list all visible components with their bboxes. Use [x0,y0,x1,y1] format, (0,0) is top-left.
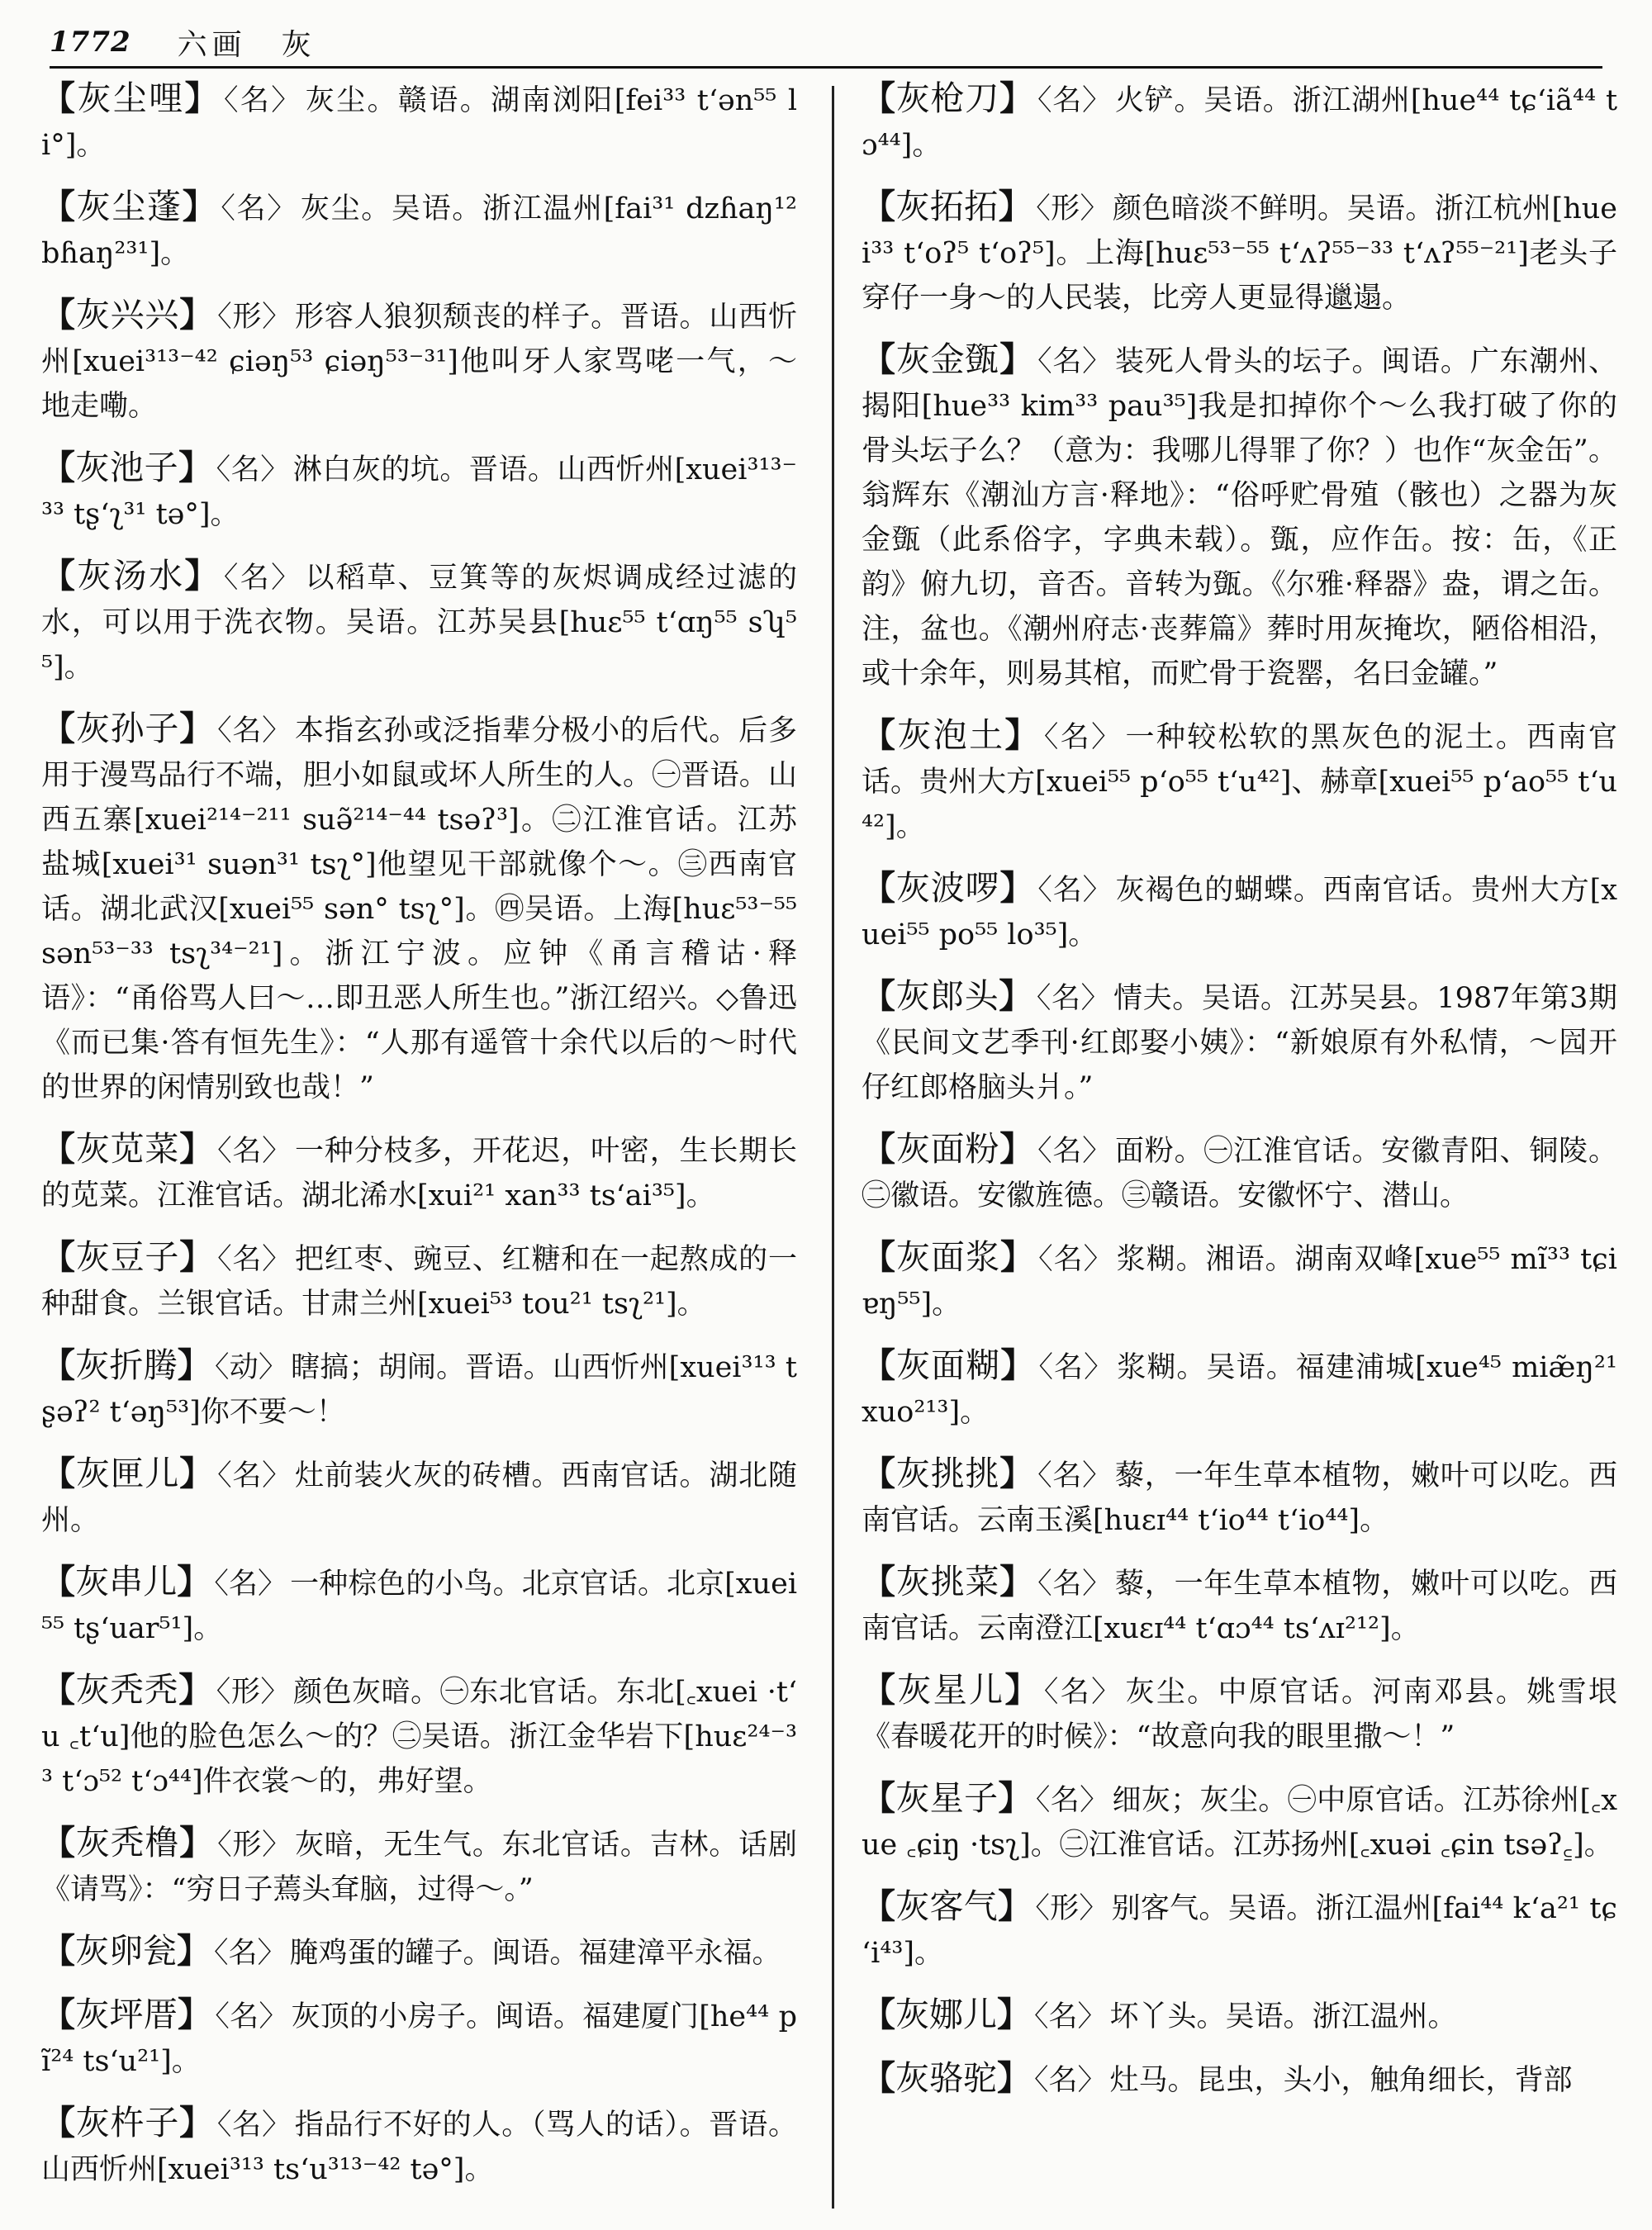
dictionary-entry [41,1559,797,1651]
entry-definition: 藜，一年生草本植物，嫩叶可以吃。西南官话。云南澄江[xuɛɪ⁴⁴ tʻɑɔ⁴⁴ tsʻʌɪ²¹²]。 [862,1568,1617,1645]
entry-definition: 一种分枝多，开花迟，叶密，生长期长的苋菜。江淮官话。湖北浠水[xui²¹ xan³³ tsʻai³⁵]。 [41,1135,797,1212]
headword-text: 灰波啰 [895,868,1000,908]
entry-headword [41,1454,214,1493]
bracket-open: 【 [862,1237,897,1277]
entry-headword [862,1562,1034,1601]
bracket-close: 】 [179,1129,215,1169]
bracket-close: 】 [997,1995,1031,2034]
entry-headword [862,1670,1041,1710]
entry-definition: 以稻草、豆箕等的灰烬调成经过滤的水，可以用于洗衣物。吴语。江苏吴县[huɛ⁵⁵ tʻɑŋ⁵⁵ sʮ⁵⁵]。 [41,562,797,684]
bracket-open: 【 [41,2103,76,2142]
headword-text: 灰面糊 [896,1345,1001,1385]
headword-text: 灰面粉 [895,1129,1000,1169]
entry-definition: 瞎搞；胡闹。晋语。山西忻州[xuei³¹³ tʂəʔ² tʻəŋ⁵³]你不要～！ [41,1351,797,1429]
dictionary-entry [41,1929,797,1976]
bracket-open: 【 [862,1670,898,1710]
part-of-speech: 〈形〉 [1036,192,1109,225]
dictionary-entry [862,337,1617,696]
headword-text: 灰匣儿 [75,1454,180,1493]
entry-headword [862,1995,1031,2034]
headword-text: 灰苋菜 [75,1129,180,1169]
dictionary-entry [41,1820,797,1912]
part-of-speech: 〈名〉 [1037,1459,1112,1492]
part-of-speech: 〈名〉 [1037,345,1112,378]
dictionary-entry [41,706,797,1110]
entry-definition: 灰尘。吴语。浙江温州[fai³¹ dzɦaŋ¹² bɦaŋ²³¹]。 [41,192,797,270]
bracket-open: 【 [41,448,76,487]
bracket-close: 】 [999,1454,1035,1493]
bracket-close: 】 [179,1823,215,1862]
bracket-open: 【 [41,709,76,748]
dictionary-entry [41,184,797,276]
bracket-open: 【 [41,556,78,595]
headword-text: 灰秃橹 [75,1823,180,1862]
entry-headword [41,556,221,595]
entry-definition: 把红枣、豌豆、红糖和在一起熬成的一种甜食。兰银官话。甘肃兰州[xuei⁵³ tou²¹ tsʅ²¹]。 [41,1243,797,1321]
entry-headword [41,78,221,118]
entry-definition: 情夫。吴语。江苏吴县。1987年第3期《民间文艺季刊·红郎娶小姨》：“新娘原有外私情，～囥开仔红郎格脑头爿。” [862,982,1617,1104]
part-of-speech: 〈名〉 [1036,982,1111,1015]
entry-headword [41,448,213,487]
headword-text: 灰坪厝 [75,1995,178,2034]
bracket-open: 【 [41,1670,76,1710]
bracket-open: 【 [862,78,896,118]
headword-text: 灰兴兴 [75,295,180,334]
bracket-close: 】 [182,187,218,226]
entry-headword [862,187,1032,226]
entry-headword [41,1345,211,1385]
entry-headword [862,78,1034,118]
bracket-open: 【 [862,2058,895,2098]
dictionary-entry [862,1559,1617,1651]
headword-text: 灰枪刀 [895,78,1000,118]
page-number: 1772 [50,26,131,59]
dictionary-entry [862,1235,1617,1326]
bracket-open: 【 [862,187,896,226]
bracket-open: 【 [862,1129,896,1169]
part-of-speech: 〈名〉 [214,1937,287,1970]
dictionary-entry [41,76,797,168]
dictionary-entry [41,1343,797,1435]
headword-text: 灰卵瓮 [75,1931,177,1971]
entry-headword [862,1237,1035,1277]
headword-text: 灰郎头 [895,976,999,1016]
bracket-close: 】 [184,556,221,595]
bracket-close: 】 [177,1562,211,1601]
part-of-speech: 〈名〉 [217,1459,292,1492]
entry-headword [862,339,1034,379]
bracket-open: 【 [41,1931,75,1971]
entry-definition: 灰暗，无生气。东北官话。吉林。话剧《请骂》：“穷日子蔫头耷脑，过得～。” [41,1829,797,1906]
dictionary-entry [41,1992,797,2084]
bracket-close: 】 [999,868,1035,908]
entry-definition: 灶前装火灰的砖槽。西南官话。湖北随州。 [41,1459,797,1537]
entry-definition: 浆糊。吴语。福建浦城[xue⁴⁵ miæ̃ŋ²¹ xuo²¹³]。 [862,1351,1617,1429]
dictionary-entry [41,445,797,537]
bracket-close: 】 [1000,1237,1036,1277]
bracket-close: 】 [1004,715,1041,755]
headword-text: 灰面浆 [896,1237,1001,1277]
part-of-speech: 〈形〉 [1035,1892,1108,1925]
dictionary-entry [41,1668,797,1804]
entry-headword [41,709,214,748]
bracket-open: 【 [41,1562,76,1601]
entry-definition: 淋白灰的坑。晋语。山西忻州[xuei³¹³⁻³³ tʂʻʅ³¹ tə°]。 [41,453,797,531]
entry-headword [41,187,217,226]
dictionary-entry [41,2100,797,2192]
entry-definition: 藜，一年生草本植物，嫩叶可以吃。西南官话。云南玉溪[huɛɪ⁴⁴ tʻio⁴⁴ tʻio⁴⁴]。 [862,1459,1617,1537]
bracket-close: 】 [178,448,213,487]
headword-text: 灰泡土 [897,715,1005,755]
headword-text: 灰秃秃 [75,1670,179,1710]
dictionary-entry [862,1776,1617,1867]
entry-definition: 指品行不好的人。（骂人的话）。晋语。山西忻州[xuei³¹³ tsʻu³¹³⁻⁴² tə°]。 [41,2109,797,2186]
page-header [50,18,1602,69]
entry-headword [862,1454,1034,1493]
column-divider [832,86,834,2209]
bracket-open: 【 [862,339,896,379]
dictionary-entry [862,76,1617,168]
bracket-close: 】 [184,78,221,118]
bracket-open: 【 [41,1345,76,1385]
headword-text: 灰汤水 [77,556,185,595]
headword-text: 灰娜儿 [895,1995,997,2034]
part-of-speech: 〈名〉 [217,1243,292,1276]
entry-definition: 灶马。昆虫，头小，触角细长，背部 [1109,2064,1573,2097]
bracket-close: 】 [998,1886,1032,1926]
entry-definition: 火铲。吴语。浙江湖州[hue⁴⁴ tɕʻiã⁴⁴ tɔ⁴⁴]。 [862,84,1617,162]
entry-definition: 面粉。㊀江淮官话。安徽青阳、铜陵。㊁徽语。安徽旌德。㊂赣语。安徽怀宁、潜山。 [862,1135,1617,1212]
headword-text: 灰尘蓬 [76,187,183,226]
bracket-open: 【 [41,1454,76,1493]
headword-text: 灰串儿 [75,1562,178,1601]
entry-headword [862,976,1033,1016]
entry-headword [41,1931,211,1971]
bracket-close: 】 [179,709,215,748]
part-of-speech: 〈名〉 [217,1135,292,1168]
part-of-speech: 〈名〉 [221,192,297,225]
entry-definition: 灰顶的小房子。闽语。福建厦门[he⁴⁴ pĩ²⁴ tsʻu²¹]。 [41,2000,797,2078]
bracket-close: 】 [179,1237,215,1277]
bracket-close: 】 [999,1129,1035,1169]
headword-text: 灰杵子 [75,2103,180,2142]
headword-text: 灰星子 [895,1778,999,1818]
part-of-speech: 〈形〉 [217,1829,292,1862]
part-of-speech: 〈形〉 [217,301,292,334]
dictionary-entry [41,1451,797,1543]
bracket-open: 【 [41,1237,76,1277]
entry-headword [862,1345,1035,1385]
part-of-speech: 〈名〉 [1043,721,1123,754]
part-of-speech: 〈名〉 [1034,2064,1107,2097]
part-of-speech: 〈名〉 [1043,1676,1123,1709]
entry-definition: 细灰；灰尘。㊀中原官话。江苏徐州[꜀xue ꜀ɕiŋ ·tsʅ]。㊁江淮官话。江苏扬州[꜀xuəi ꜀ɕin tsəʔ꜁]。 [862,1784,1617,1862]
dictionary-entry [862,1127,1617,1218]
bracket-open: 【 [862,868,896,908]
headword-text: 灰尘哩 [77,78,185,118]
entry-definition: 灰尘。赣语。湖南浏阳[fei³³ tʻən⁵⁵ li°]。 [41,84,797,162]
part-of-speech: 〈名〉 [1037,84,1112,117]
part-of-speech: 〈名〉 [215,2000,288,2033]
bracket-close: 】 [179,295,215,334]
part-of-speech: 〈名〉 [214,1568,287,1601]
headword-text: 灰骆驼 [895,2058,997,2098]
entry-headword [41,295,214,334]
part-of-speech: 〈名〉 [1034,2000,1107,2033]
entry-headword [862,1886,1032,1926]
bracket-close: 】 [999,339,1035,379]
part-of-speech: 〈名〉 [1038,1351,1114,1384]
headword-text: 灰挑挑 [895,1454,1000,1493]
dictionary-entry [862,184,1617,320]
bracket-open: 【 [862,1345,897,1385]
bracket-close: 】 [998,187,1033,226]
bracket-open: 【 [862,1995,895,2034]
bracket-close: 】 [179,2103,214,2142]
bracket-open: 【 [862,1562,896,1601]
dictionary-entry [862,713,1617,849]
entry-definition: 灰尘。中原官话。河南邓县。姚雪垠《春暖花开的时候》：“故意向我的眼里撒～！” [862,1676,1617,1753]
entry-headword [41,1129,214,1169]
dictionary-entry [862,866,1617,957]
bracket-close: 】 [1004,1670,1041,1710]
bracket-close: 】 [999,976,1033,1016]
part-of-speech: 〈名〉 [217,714,292,747]
bracket-close: 】 [1000,1345,1036,1385]
bracket-close: 】 [999,1562,1035,1601]
bracket-open: 【 [862,976,896,1016]
entry-headword [41,1562,211,1601]
part-of-speech: 〈名〉 [1037,1135,1112,1168]
entry-definition: 浆糊。湘语。湖南双峰[xue⁵⁵ mĩ³³ tɕiɐŋ⁵⁵]。 [862,1243,1617,1321]
headword-text: 灰挑菜 [895,1562,1000,1601]
headword-text: 灰客气 [895,1886,999,1926]
part-of-speech: 〈名〉 [216,2109,292,2142]
entry-headword [41,1237,214,1277]
page-section-title: 六画 灰 [177,27,316,62]
entry-headword [862,2058,1031,2098]
entry-definition: 颜色暗淡不鲜明。吴语。浙江杭州[huei³³ tʻoʔ⁵ tʻoʔ⁵]。上海[huɛ⁵³⁻⁵⁵ tʻʌʔ⁵⁵⁻³³ tʻʌʔ⁵⁵⁻²¹]老头子穿仔一身～的人民装，比旁人更显得邋遢。 [862,192,1617,315]
bracket-open: 【 [41,187,77,226]
dictionary-entry [41,1235,797,1326]
dictionary-entry [41,1127,797,1218]
entry-headword [41,1670,213,1710]
right-column [862,76,1617,2217]
bracket-close: 】 [999,78,1034,118]
entry-headword [862,715,1041,755]
entry-definition: 一种棕色的小鸟。北京官话。北京[xuei⁵⁵ tʂʻuar⁵¹]。 [41,1568,797,1645]
part-of-speech: 〈名〉 [1037,1568,1112,1601]
dictionary-entry [862,1343,1617,1435]
left-column [41,76,797,2217]
bracket-close: 】 [998,1778,1032,1818]
entry-headword [862,1778,1032,1818]
headword-text: 灰折腾 [75,1345,178,1385]
bracket-open: 【 [862,715,898,755]
bracket-open: 【 [41,295,76,334]
headword-text: 灰拓拓 [895,187,999,226]
bracket-close: 】 [177,1931,211,1971]
part-of-speech: 〈名〉 [216,453,290,486]
entry-definition: 装死人骨头的坛子。闽语。广东潮州、揭阳[hue³³ kim³³ pau³⁵]我是扣掉你个～么我打破了你的骨头坛子么？（意为：我哪儿得罪了你？）也作“灰金缶”。翁辉东《潮汕方言·释地》：“俗呼贮骨殖（骸也）之器为灰金㽅（此系俗字，字典未载）。㽅，应作缶。按：缶，《正韵》俯九切，音否。音转为㽅。《尔雅·释器》盎，谓之缶。注，盆也。《潮州府志·丧葬篇》葬时用灰掩坎，陋俗相沿，或十余年，则易其棺，而贮骨于瓷罂，名曰金罐。” [862,345,1617,690]
entry-headword [41,1823,214,1862]
headword-text: 灰星儿 [897,1670,1005,1710]
part-of-speech: 〈名〉 [224,84,302,117]
headword-text: 灰豆子 [75,1237,180,1277]
entry-definition: 坏丫头。吴语。浙江温州。 [1109,2000,1457,2033]
entry-definition: 形容人狼狈颓丧的样子。晋语。山西忻州[xuei³¹³⁻⁴² ɕiəŋ⁵³ ɕiəŋ⁵³⁻³¹]他叫牙人家骂咾一气，～地走嘞。 [41,301,797,423]
dictionary-entry [862,1992,1617,2039]
bracket-close: 】 [178,1670,213,1710]
bracket-open: 【 [862,1778,896,1818]
part-of-speech: 〈名〉 [1037,874,1113,907]
entry-headword [862,1129,1034,1169]
entry-definition: 颜色灰暗。㊀东北官话。东北[꜀xuei ·tʻu ꜀tʻu]他的脸色怎么～的？㊁吴语。浙江金华岩下[huɛ²⁴⁻³³ tʻɔ⁵² tʻɔ⁴⁴]件衣裳～的，弗好望。 [41,1676,797,1798]
bracket-close: 】 [179,1454,215,1493]
entry-headword [41,2103,214,2142]
bracket-open: 【 [41,78,78,118]
bracket-open: 【 [862,1886,896,1926]
entry-headword [862,868,1034,908]
bracket-open: 【 [41,1995,76,2034]
bracket-open: 【 [862,1454,896,1493]
entry-headword [41,1995,211,2034]
dictionary-entry [41,292,797,429]
part-of-speech: 〈形〉 [216,1676,290,1709]
bracket-close: 】 [178,1995,212,2034]
part-of-speech: 〈动〉 [215,1351,288,1384]
dictionary-entry [862,974,1617,1110]
dictionary-entry [862,2056,1617,2103]
dictionary-entry [862,1668,1617,1759]
headword-text: 灰池子 [75,448,179,487]
entry-definition: 灰褐色的蝴蝶。西南官话。贵州大方[xuei⁵⁵ po⁵⁵ lo³⁵]。 [862,874,1617,951]
headword-text: 灰孙子 [75,709,180,748]
dictionary-entry [862,1884,1617,1976]
part-of-speech: 〈名〉 [1035,1784,1109,1817]
entry-definition: 本指玄孙或泛指辈分极小的后代。后多用于漫骂品行不端，胆小如鼠或坏人所生的人。㊀晋语。山西五寨[xuei²¹⁴⁻²¹¹ suə̃²¹⁴⁻⁴⁴ tsəʔ³]。㊁江淮官话。江苏盐城[xuei³¹ suən³¹ tsʅ°]他望见干部就像个～。㊂西南官话。湖北武汉[xuei⁵⁵ sən° tsʅ°]。㊃吴语。上海[huɛ⁵³⁻⁵⁵ sən⁵³⁻³³ tsʅ³⁴⁻²¹]。浙江宁波。应钟《甬言稽诂·释语》：“甬俗骂人曰～…即丑恶人所生也。”浙江绍兴。◇鲁迅《而已集·答有恒先生》：“人那有遥管十余代以后的～时代的世界的闲情别致也哉！” [41,714,797,1104]
headword-text: 灰金㽅 [895,339,1000,379]
entry-definition: 别客气。吴语。浙江温州[fai⁴⁴ kʻa²¹ tɕʻi⁴³]。 [862,1892,1617,1970]
bracket-open: 【 [41,1129,76,1169]
bracket-close: 】 [177,1345,211,1385]
entry-definition: 腌鸡蛋的罐子。闽语。福建漳平永福。 [289,1937,781,1970]
entry-definition: 一种较松软的黑灰色的泥土。西南官话。贵州大方[xuei⁵⁵ pʻo⁵⁵ tʻu⁴²]、赫章[xuei⁵⁵ pʻao⁵⁵ tʻu⁴²]。 [862,721,1617,843]
part-of-speech: 〈名〉 [223,562,302,595]
dictionary-entry [862,1451,1617,1543]
bracket-close: 】 [997,2058,1031,2098]
dictionary-entry [41,553,797,690]
bracket-open: 【 [41,1823,76,1862]
part-of-speech: 〈名〉 [1038,1243,1113,1276]
